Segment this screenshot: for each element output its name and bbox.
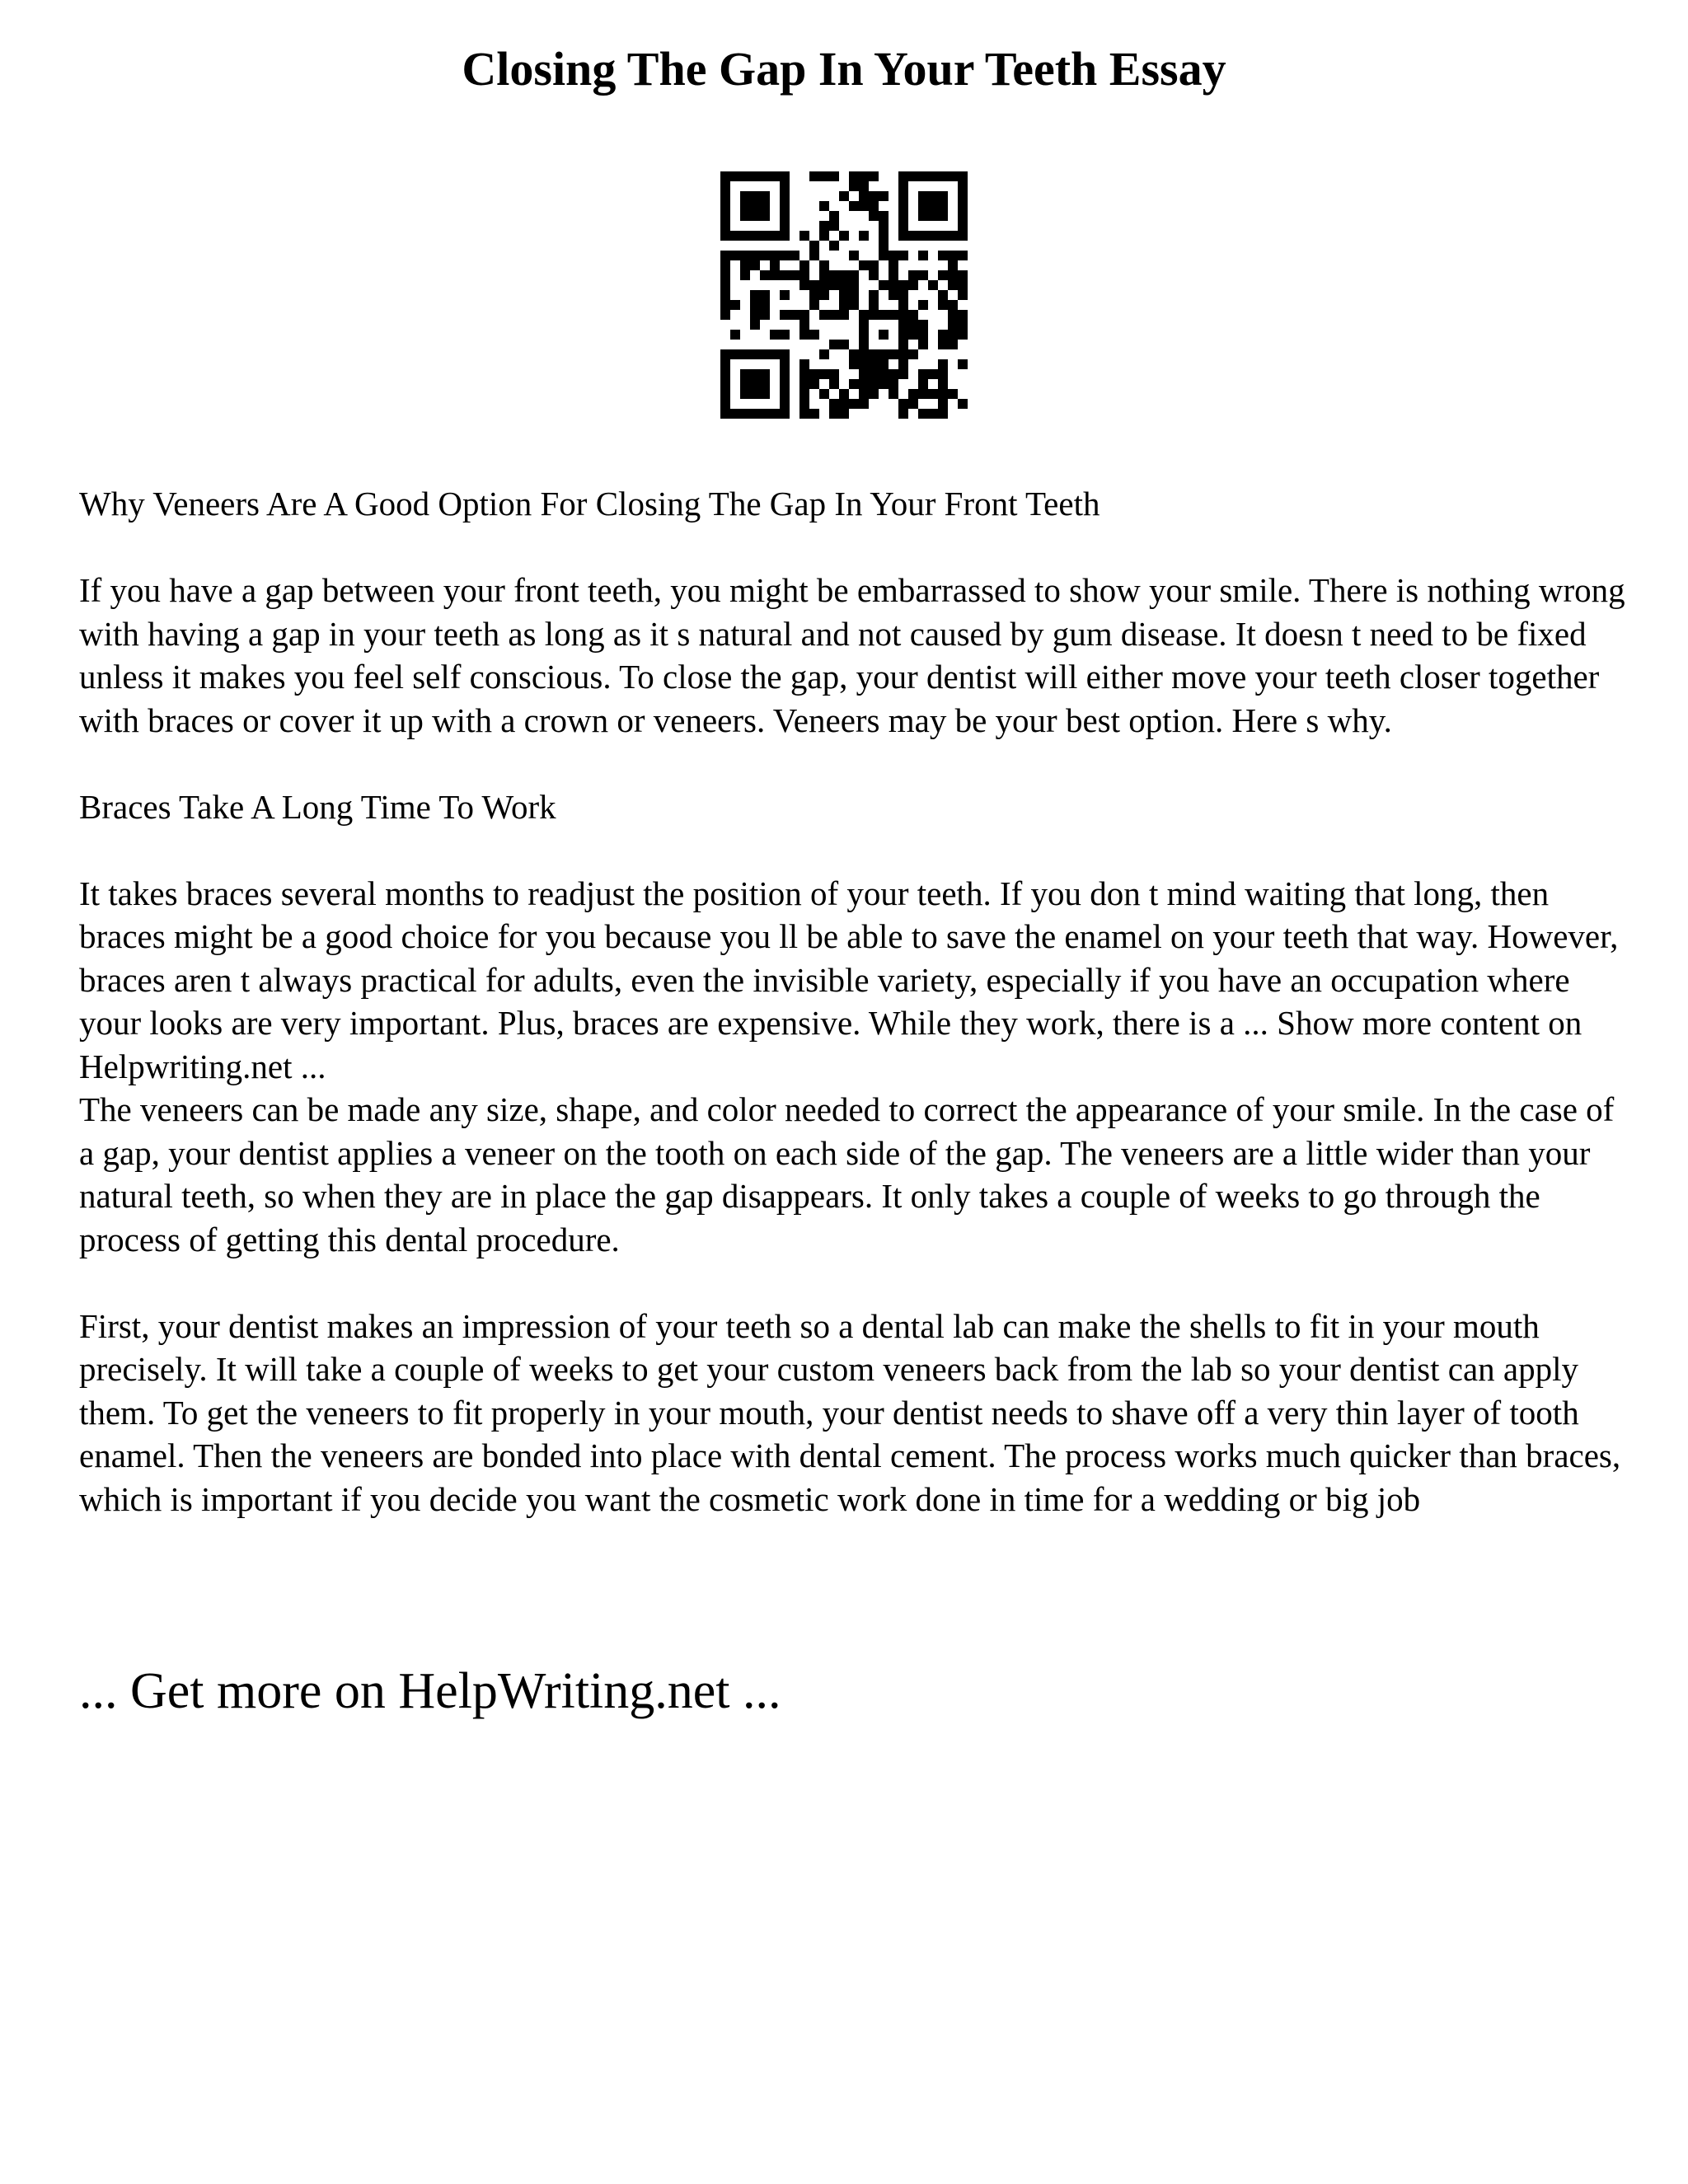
paragraph-veneers-process: The veneers can be made any size, shape, and color needed to correct the appearance of your smile. In the case of a gap, your dentist applies a veneer on the tooth on each side of the gap. The veneers are a little wider than your natural teeth, so when they are in place the gap disappears. It only takes a couple of weeks to go through the process of getting this dental procedure. <box>79 1090 1615 1258</box>
essay-body <box>79 482 1629 1521</box>
paragraph-braces: It takes braces several months to readjust the position of your teeth. If you don t mind waiting that long, then braces might be a good choice for you because you ll be able to save the enamel on your teeth that way. However, braces aren t always practical for adults, even the invisible variety, especially if you have an occupation where your looks are very important. Plus, braces are expensive. While they work, there is a ... Show more content on Helpwriting.net ... <box>79 874 1619 1085</box>
page-title: Closing The Gap In Your Teeth Essay <box>462 42 1226 96</box>
section-heading-veneers: Why Veneers Are A Good Option For Closing The Gap In Your Front Teeth <box>79 485 1100 523</box>
qr-code-icon <box>720 171 968 419</box>
section-heading-braces: Braces Take A Long Time To Work <box>79 787 556 826</box>
paragraph-procedure: First, your dentist makes an impression of your teeth so a dental lab can make the shells to fit in your mouth precisely. It will take a couple of weeks to get your custom veneers back from the lab so your dentist can apply them. To get the veneers to fit properly in your mouth, your dentist needs to shave off a very thin layer of tooth enamel. Then the veneers are bonded into place with dental cement. The process works much quicker than braces, which is important if you decide you want the cosmetic work done in time for a wedding or big job <box>79 1306 1621 1518</box>
get-more-link[interactable]: ... Get more on HelpWriting.net ... <box>79 1663 781 1719</box>
paragraph-intro: If you have a gap between your front teeth, you might be embarrassed to show your smile. There is nothing wrong with having a gap in your teeth as long as it s natural and not caused by gum disease. It doesn t need to be fixed unless it makes you feel self conscious. To close the gap, your dentist will either move your teeth closer together with braces or cover it up with a crown or veneers. Veneers may be your best option. Here s why. <box>79 571 1625 739</box>
